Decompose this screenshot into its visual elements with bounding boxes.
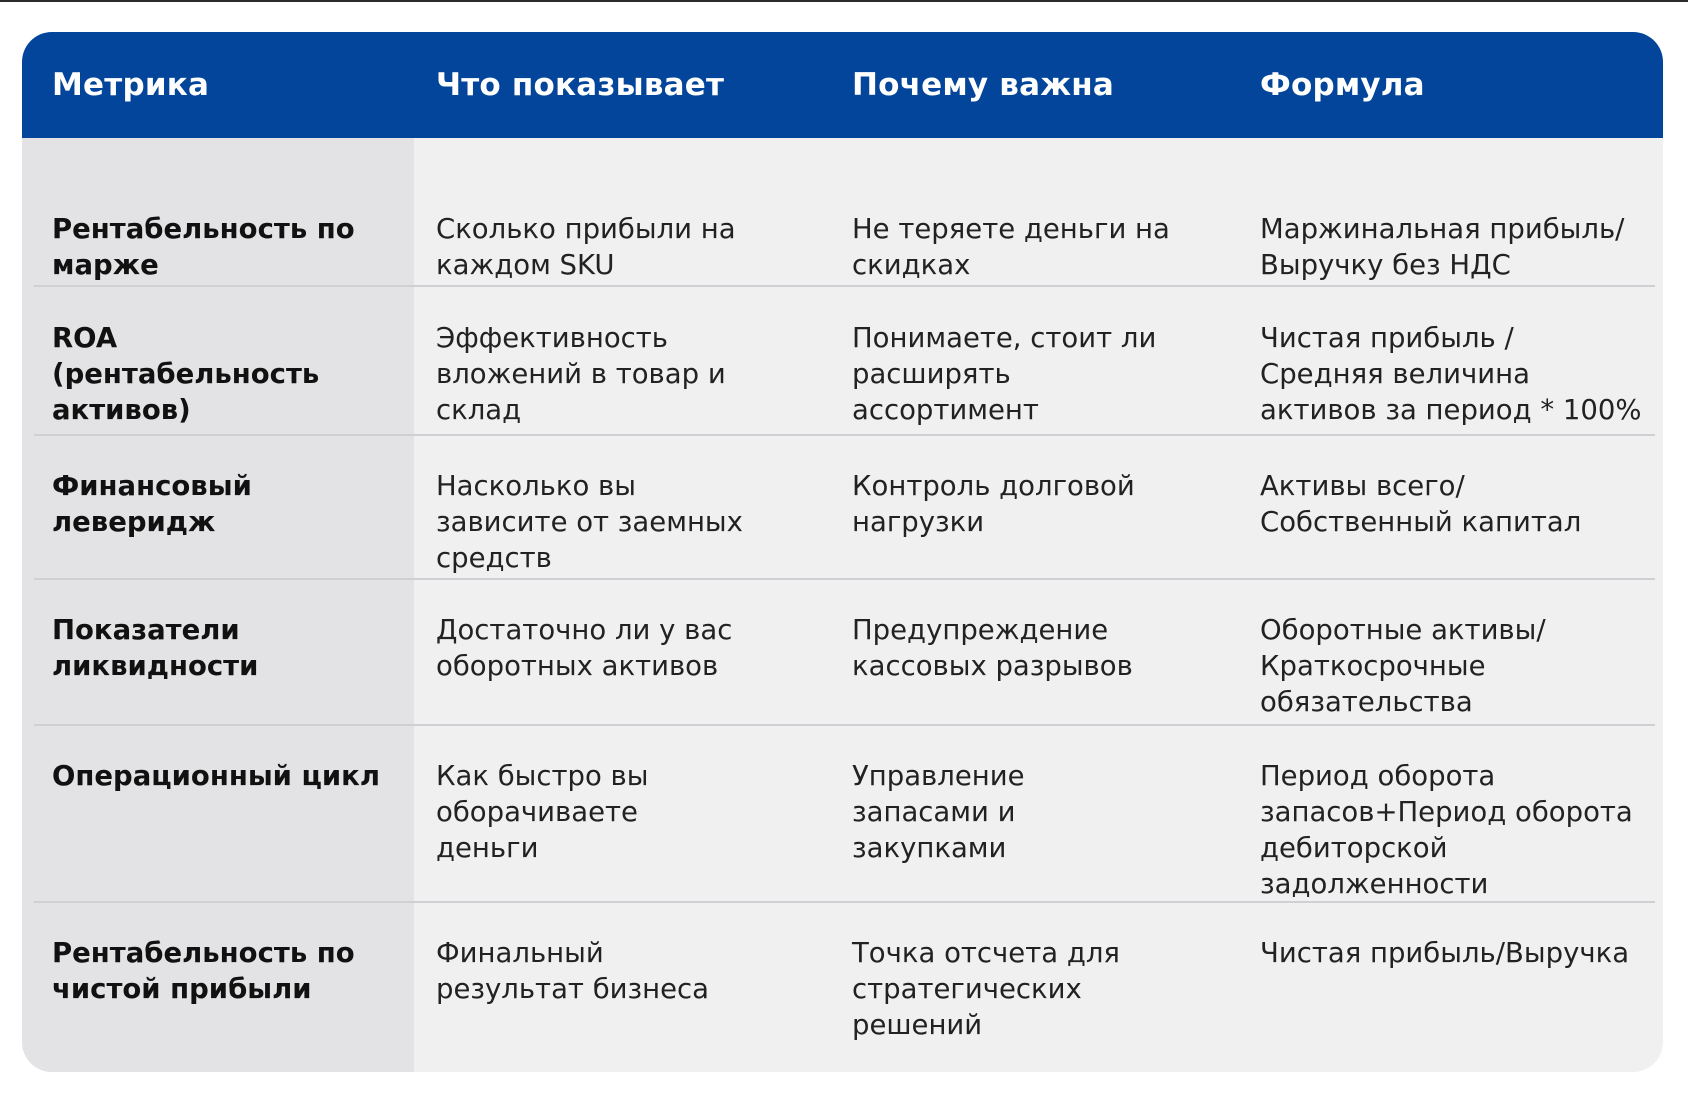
table-row	[22, 580, 1663, 726]
cell-text-line: Чистая прибыль/Выручка	[1260, 937, 1630, 969]
cell-text-line: Предупреждение	[852, 614, 1109, 646]
table-row	[22, 138, 1663, 287]
cell-text-line: Эффективность	[436, 322, 669, 354]
cell-text-line: Насколько вы	[436, 470, 636, 502]
cell-why-important	[852, 468, 1252, 540]
table-row	[22, 436, 1663, 580]
cell-text-line: результат бизнеса	[436, 973, 710, 1005]
cell-text-line: Рентабельность по	[52, 937, 355, 969]
cell-text-line: Как быстро вы	[436, 760, 649, 792]
cell-metric	[52, 468, 397, 540]
cell-text-line: Понимаете, стоит ли	[852, 322, 1157, 354]
cell-what-shows	[436, 468, 836, 576]
cell-text-line: Средняя величина	[1260, 358, 1530, 390]
cell-metric	[52, 320, 397, 428]
cell-formula	[1260, 612, 1655, 720]
cell-text-line: Активы всего/	[1260, 470, 1465, 502]
cell-text-line: Маржинальная прибыль/	[1260, 213, 1625, 245]
cell-text-line: чистой прибыли	[52, 973, 312, 1005]
cell-text-line: дебиторской	[1260, 832, 1448, 864]
cell-text-line: Собственный капитал	[1260, 506, 1582, 538]
cell-text-line: деньги	[436, 832, 539, 864]
table-row	[22, 288, 1663, 436]
cell-why-important	[852, 612, 1252, 684]
cell-what-shows	[436, 612, 836, 684]
header-metric: Метрика	[52, 67, 210, 103]
cell-text-line: Точка отсчета для	[852, 937, 1120, 969]
header-what-shows: Что показывает	[436, 67, 725, 103]
cell-text-line: ROA	[52, 322, 118, 354]
header-formula: Формула	[1260, 67, 1425, 103]
cell-text-line: Сколько прибыли на	[436, 213, 736, 245]
cell-text-line: стратегических	[852, 973, 1082, 1005]
cell-text-line: каждом SKU	[436, 249, 615, 281]
cell-text-line: запасов+Период оборота	[1260, 796, 1633, 828]
cell-text-line: Выручку без НДС	[1260, 249, 1511, 281]
cell-text-line: нагрузки	[852, 506, 985, 538]
cell-text-line: Контроль долговой	[852, 470, 1135, 502]
cell-text-line: закупками	[852, 832, 1007, 864]
cell-text-line: Финальный	[436, 937, 604, 969]
cell-what-shows	[436, 758, 836, 866]
cell-formula	[1260, 211, 1655, 283]
cell-metric	[52, 211, 397, 283]
cell-text-line: обязательства	[1260, 686, 1473, 718]
table-row	[22, 726, 1663, 903]
cell-what-shows	[436, 935, 836, 1007]
cell-metric	[52, 612, 397, 684]
cell-what-shows	[436, 211, 836, 283]
cell-why-important	[852, 758, 1252, 866]
cell-text-line: активов за период * 100%	[1260, 394, 1642, 426]
cell-text-line: Оборотные активы/	[1260, 614, 1546, 646]
cell-text-line: задолженности	[1260, 868, 1489, 900]
cell-text-line: Управление	[852, 760, 1025, 792]
table-header	[22, 32, 1663, 138]
cell-what-shows	[436, 320, 836, 428]
cell-formula	[1260, 758, 1655, 902]
cell-text-line: кассовых разрывов	[852, 650, 1133, 682]
cell-metric	[52, 935, 397, 1007]
cell-metric	[52, 758, 397, 794]
cell-text-line: Рентабельность по	[52, 213, 355, 245]
cell-text-line: зависите от заемных	[436, 506, 743, 538]
cell-text-line: запасами и	[852, 796, 1016, 828]
cell-why-important	[852, 320, 1252, 428]
table-row	[22, 903, 1663, 1041]
cell-text-line: Период оборота	[1260, 760, 1496, 792]
cell-text-line: (рентабельность	[52, 358, 320, 390]
row-divider	[34, 285, 1655, 287]
cell-text-line: Операционный цикл	[52, 760, 380, 792]
cell-why-important	[852, 211, 1252, 283]
cell-text-line: Не теряете деньги на	[852, 213, 1170, 245]
cell-text-line: Достаточно ли у вас	[436, 614, 733, 646]
cell-formula	[1260, 935, 1655, 971]
metrics-table	[22, 32, 1663, 1072]
cell-text-line: склад	[436, 394, 522, 426]
cell-text-line: вложений в товар и	[436, 358, 726, 390]
cell-why-important	[852, 935, 1252, 1043]
cell-text-line: марже	[52, 249, 159, 281]
cell-text-line: активов)	[52, 394, 191, 426]
cell-text-line: скидках	[852, 249, 971, 281]
cell-text-line: леверидж	[52, 506, 216, 538]
cell-text-line: Финансовый	[52, 470, 252, 502]
top-border-line	[0, 0, 1688, 2]
cell-text-line: оборачиваете	[436, 796, 638, 828]
cell-formula	[1260, 468, 1655, 540]
cell-formula	[1260, 320, 1655, 428]
cell-text-line: ассортимент	[852, 394, 1039, 426]
header-why-important: Почему важна	[852, 67, 1115, 103]
cell-text-line: Краткосрочные	[1260, 650, 1486, 682]
cell-text-line: расширять	[852, 358, 1011, 390]
cell-text-line: ликвидности	[52, 650, 259, 682]
cell-text-line: решений	[852, 1009, 983, 1041]
cell-text-line: средств	[436, 542, 552, 574]
cell-text-line: Показатели	[52, 614, 240, 646]
cell-text-line: оборотных активов	[436, 650, 719, 682]
cell-text-line: Чистая прибыль /	[1260, 322, 1514, 354]
